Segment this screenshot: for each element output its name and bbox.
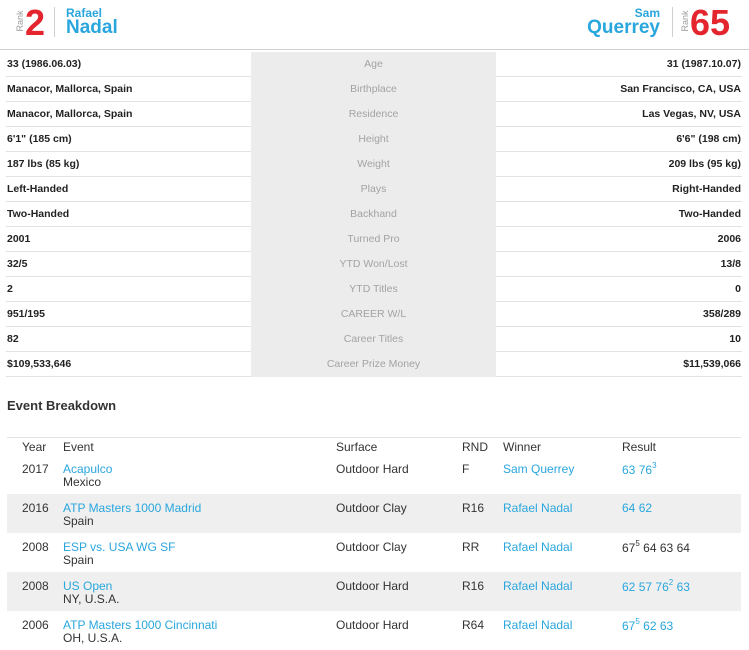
event-surface: Outdoor Clay [336,540,407,554]
event-round: R16 [462,579,485,593]
stat-label: Turned Pro [251,227,496,252]
stat-right-value: $11,539,066 [683,358,741,370]
set-score: 63 [659,541,674,555]
col-surface: Surface [336,440,378,454]
set-score: 64 [622,501,636,515]
stat-right-value: 13/8 [720,258,741,270]
right-rank-label: Rank [680,10,690,32]
stat-left-value: 32/5 [7,258,28,270]
stat-label: Age [251,52,496,77]
set-score: 62 [643,619,657,633]
stat-left-value: 2001 [7,233,31,245]
event-year: 2008 [22,540,49,554]
stat-label: Career Titles [251,327,496,352]
stat-right-value: Las Vegas, NV, USA [642,108,741,120]
stat-left-value: 2 [7,283,13,295]
player-stats-table [6,52,742,377]
event-surface: Outdoor Clay [336,501,407,515]
set-score: 67 [622,619,636,633]
event-year: 2017 [22,462,49,476]
stat-left-value: Manacor, Mallorca, Spain [7,83,133,95]
col-year: Year [22,440,47,454]
event-round: R64 [462,618,485,632]
event-result[interactable] [622,618,673,633]
event-winner-link[interactable]: Rafael Nadal [503,540,573,554]
event-location: Spain [63,553,94,567]
event-row [7,455,741,494]
set-score: 57 [638,580,653,594]
event-location: OH, U.S.A. [63,631,123,645]
tiebreak-score: 3 [652,461,657,470]
event-table-body [7,455,741,650]
stat-label: YTD Won/Lost [251,252,496,277]
event-breakdown-table [7,437,741,650]
stat-right-value: 31 (1987.10.07) [666,58,741,70]
set-score: 64 [676,541,690,555]
set-score: 63 [659,619,674,633]
event-result[interactable] [622,462,657,477]
stat-left-value: 82 [7,333,19,345]
stat-label: Backhand [251,202,496,227]
stat-right-value: 358/289 [703,308,741,320]
set-score: 76 [638,463,653,477]
player-compare-header [0,0,749,50]
event-round: R16 [462,501,485,515]
tiebreak-score: 2 [668,578,674,587]
event-winner-link[interactable]: Rafael Nadal [503,579,573,593]
event-winner-link[interactable]: Rafael Nadal [503,618,573,632]
stat-left-value: Left-Handed [7,183,69,195]
stat-row [6,202,742,227]
event-winner-link[interactable]: Sam Querrey [503,462,575,476]
col-rnd: RND [462,440,488,454]
right-player-first-name[interactable]: Sam [634,6,660,20]
stat-left-value: 187 lbs (85 kg) [7,158,80,170]
col-result: Result [622,440,657,454]
stat-row [6,302,742,327]
left-player-last-name[interactable]: Nadal [66,17,118,38]
stat-label: Birthplace [251,77,496,102]
col-event: Event [63,440,94,454]
left-rank-number: 2 [25,2,46,43]
stat-left-value: Two-Handed [7,208,70,220]
stat-label: Weight [251,152,496,177]
stat-row [6,327,742,352]
event-link[interactable]: Acapulco [63,462,113,476]
event-result[interactable] [622,501,652,515]
stat-row [6,352,742,377]
stat-left-value: 33 (1986.06.03) [7,58,82,70]
set-score: 62 [622,580,636,594]
event-location: Mexico [63,475,102,489]
event-round: RR [462,540,480,554]
stat-left-value: Manacor, Mallorca, Spain [7,108,133,120]
event-table-header [7,437,741,455]
event-link[interactable]: ATP Masters 1000 Cincinnati [63,618,218,632]
stat-row [6,152,742,177]
stat-row [6,102,742,127]
stat-row [6,52,742,77]
stat-label: CAREER W/L [251,302,496,327]
event-surface: Outdoor Hard [336,618,409,632]
left-rank-label: Rank [15,10,25,32]
set-score: 64 [643,541,657,555]
right-header-divider [672,7,673,37]
stat-left-value: 6'1" (185 cm) [7,133,72,145]
stat-right-value: 0 [735,283,741,295]
event-year: 2016 [22,501,49,515]
stat-row [6,277,742,302]
event-surface: Outdoor Hard [336,579,409,593]
event-winner-link[interactable]: Rafael Nadal [503,501,573,515]
event-breakdown-title: Event Breakdown [7,398,117,413]
event-row [7,533,741,572]
stat-row [6,227,742,252]
stat-left-value: $109,533,646 [7,358,72,370]
stat-right-value: San Francisco, CA, USA [620,83,741,95]
right-player-last-name[interactable]: Querrey [587,17,660,38]
event-location: NY, U.S.A. [63,592,120,606]
tiebreak-score: 5 [635,539,640,548]
stat-row [6,252,742,277]
set-score: 67 [622,541,636,555]
event-year: 2006 [22,618,49,632]
event-round: F [462,462,470,476]
left-player-first-name[interactable]: Rafael [66,6,103,20]
stat-right-value: 2006 [717,233,741,245]
event-location: Spain [63,514,94,528]
stat-left-value: 951/195 [7,308,45,320]
set-score: 63 [622,463,636,477]
set-score: 63 [676,580,690,594]
stat-label: Height [251,127,496,152]
stat-label: YTD Titles [251,277,496,302]
event-result [622,540,690,555]
event-link[interactable]: ESP vs. USA WG SF [63,540,176,554]
left-header-divider [54,7,55,37]
stat-right-value: 6'6" (198 cm) [676,133,741,145]
stat-label: Plays [251,177,496,202]
stat-label: Residence [251,102,496,127]
stat-label: Career Prize Money [251,352,496,377]
set-score: 76 [655,580,669,594]
stat-right-value: Two-Handed [678,208,741,220]
event-link[interactable]: US Open [63,579,113,593]
stat-row [6,77,742,102]
tiebreak-score: 5 [635,617,640,626]
event-row [7,494,741,533]
set-score: 62 [638,501,653,515]
event-year: 2008 [22,579,49,593]
stat-row [6,127,742,152]
event-row [7,572,741,611]
stat-right-value: Right-Handed [672,183,741,195]
col-winner: Winner [503,440,542,454]
event-result[interactable] [622,579,690,594]
event-link[interactable]: ATP Masters 1000 Madrid [63,501,202,515]
event-row [7,611,741,650]
stat-row [6,177,742,202]
stat-right-value: 10 [729,333,741,345]
event-surface: Outdoor Hard [336,462,409,476]
stat-right-value: 209 lbs (95 kg) [668,158,741,170]
right-rank-number: 65 [690,2,731,43]
